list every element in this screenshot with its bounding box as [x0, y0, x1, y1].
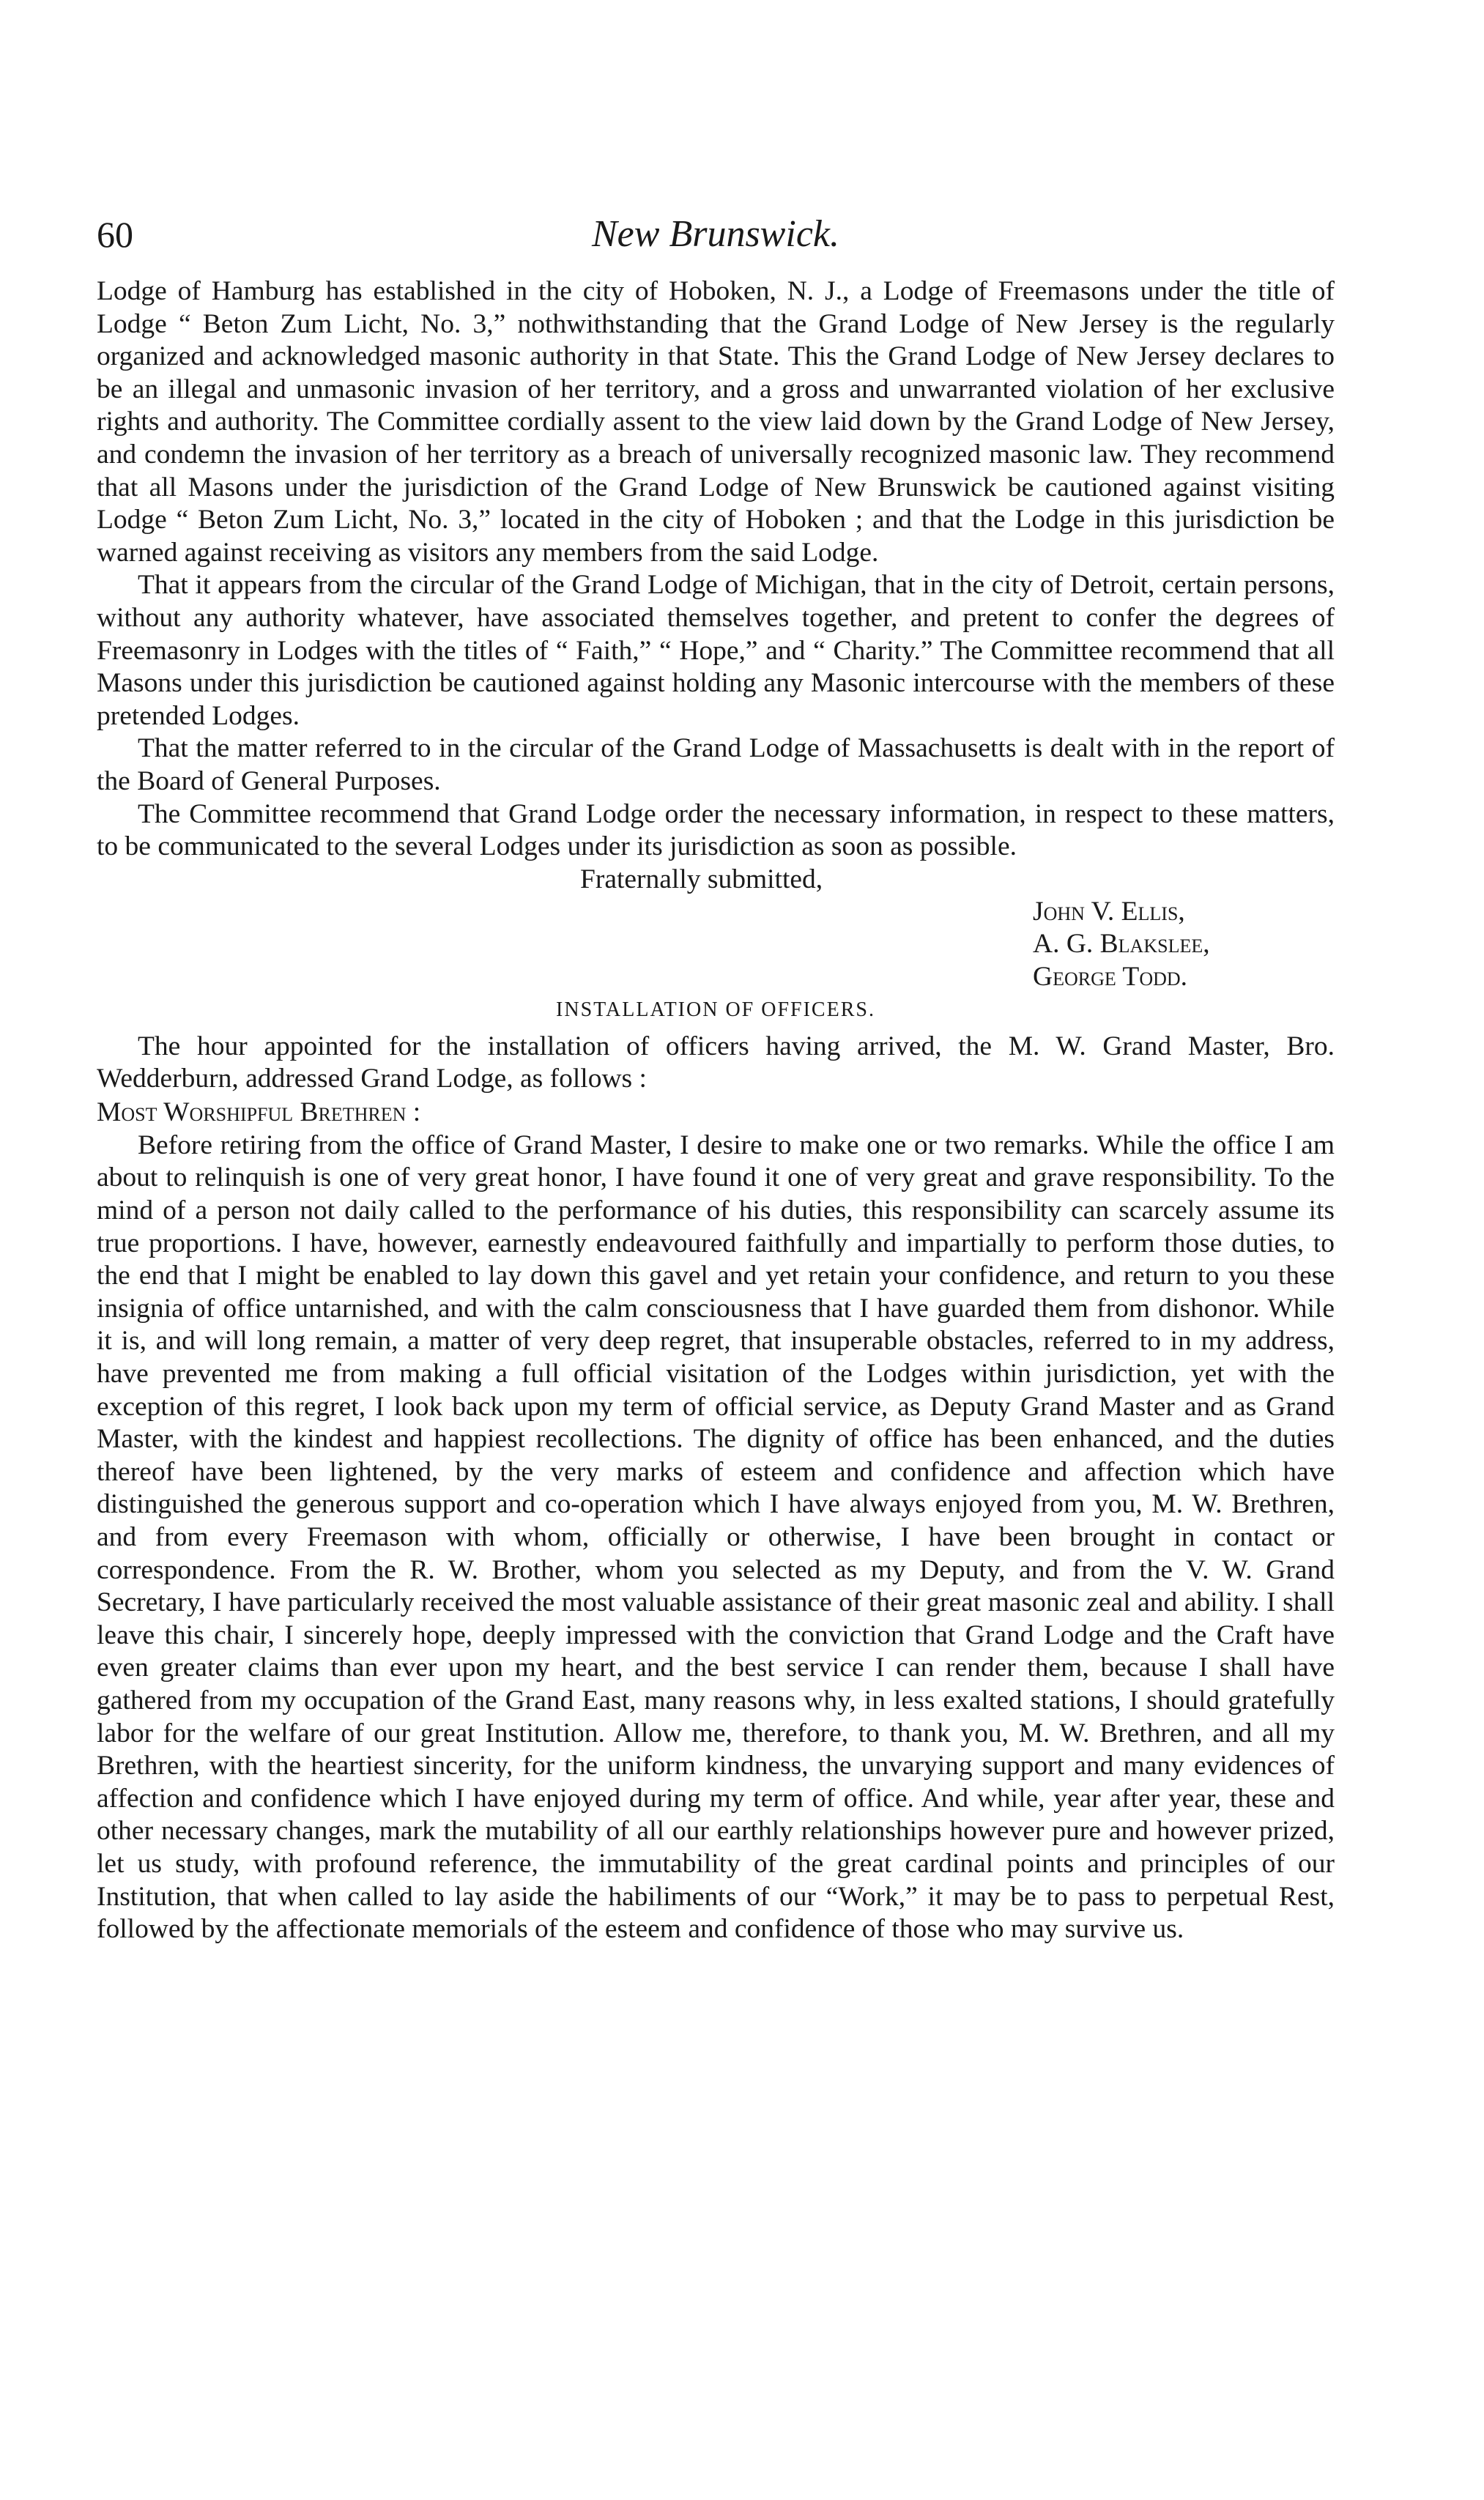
signer-name: John V. Ellis,	[1033, 896, 1185, 927]
signature-block	[97, 864, 1335, 995]
signers-list	[1033, 896, 1210, 994]
book-page	[97, 212, 1335, 1946]
signer-name: A. G. Blakslee,	[1033, 929, 1210, 960]
salutation: Most Worshipful Brethren :	[97, 1097, 421, 1127]
signer-name: George Todd.	[1033, 961, 1188, 992]
paragraph-hoboken-lodge: Lodge of Hamburg has established in the city of Hoboken, N. J., a Lodge of Freemasons under the title of Lodge “ Beton Zum Licht, No. 3,” nothwithstanding that the Grand Lodge of New Jersey is the regularly organized and acknowledged masonic authority in that State. This the Grand Lodge of New Jersey declares to be an illegal and unmasonic invasion of her territory, and a gross and unwarranted violation of her exclusive rights and authority. The Committee cordially assent to the view laid down by the Grand Lodge of New Jersey, and condemn the invasion of her territory as a breach of universally recognized masonic law. They recommend that all Masons under the jurisdiction of the Grand Lodge of New Brunswick be cautioned against visiting Lodge “ Beton Zum Licht, No. 3,” located in the city of Hoboken ; and that the Lodge in this jurisdiction be warned against receiving as visitors any members from the said Lodge.	[97, 276, 1335, 568]
page-number: 60	[97, 214, 133, 255]
section-heading: INSTALLATION OF OFFICERS.	[556, 998, 875, 1021]
paragraph-detroit-lodges: That it appears from the circular of the Grand Lodge of Michigan, that in the city of Detroit, certain persons, without any authority whatever, have associated themselves together, and pretent to confer the degrees of Freemasonry in Lodges with the titles of “ Faith,” “ Hope,” and “ Charity.” The Committee recommend that all Masons under this jurisdiction be cautioned against holding any Masonic intercourse with the members of these pretended Lodges.	[97, 570, 1335, 731]
paragraph-recommendation: The Committee recommend that Grand Lodge order the necessary information, in respect to these matters, to be communicated to the several Lodges under its jurisdiction as soon as possible.	[97, 798, 1335, 862]
running-title: New Brunswick.	[592, 213, 839, 255]
page-header	[97, 212, 1335, 268]
paragraph-installation-intro: The hour appointed for the installation of officers having arrived, the M. W. Grand Master, Bro. Wedderburn, addressed Grand Lodge, as follows :	[97, 1031, 1335, 1094]
paragraph-massachusetts: That the matter referred to in the circular of the Grand Lodge of Massachusetts is dealt with in the report of the Board of General Purposes.	[97, 733, 1335, 796]
signature-label: Fraternally submitted,	[580, 864, 823, 894]
paragraph-grand-master-address: Before retiring from the office of Grand Master, I desire to make one or two remarks. While the office I am about to relinquish is one of very great honor, I have found it one of very great and grave responsibility. To the mind of a person not daily called to the performance of his duties, this responsibility can scarcely assume its true proportions. I have, however, earnestly endeavoured faithfully and impartially to perform those duties, to the end that I might be enabled to lay down this gavel and yet retain your confidence, and return to you these insignia of office untarnished, and with the calm consciousness that I have guarded them from dishonor. While it is, and will long remain, a matter of very deep regret, that insuperable obstacles, referred to in my address, have prevented me from making a full official visitation of the Lodges within jurisdiction, yet with the exception of this regret, I look back upon my term of official service, as Deputy Grand Master and as Grand Master, with the kindest and happiest recollections. The dignity of office has been enhanced, and the duties thereof have been lightened, by the very marks of esteem and confidence and affection which have distinguished the generous support and co-operation which I have always enjoyed from you, M. W. Brethren, and from every Freemason with whom, officially or otherwise, I have been brought in contact or correspondence. From the R. W. Brother, whom you selected as my Deputy, and from the V. W. Grand Secretary, I have particularly received the most valuable assistance of their great masonic zeal and ability. I shall leave this chair, I sincerely hope, deeply impressed with the conviction that Grand Lodge and the Craft have even greater claims than ever upon my heart, and the best service I can render them, because I shall have gathered from my occupation of the Grand East, many reasons why, in less exalted stations, I should gratefully labor for the welfare of our great Institution. Allow me, therefore, to thank you, M. W. Brethren, and all my Brethren, with the heartiest sincerity, for the uniform kindness, the unvarying support and many evidences of affection and confidence which I have enjoyed during my term of office. And while, year after year, these and other necessary changes, mark the mutability of all our earthly relationships however pure and however prized, let us study, with profound reference, the immutability of the great cardinal points and principles of our Institution, that when called to lay aside the habiliments of our “Work,” it may be to pass to perpetual Rest, followed by the affectionate memorials of the esteem and confidence of those who may survive us.	[97, 1130, 1335, 1945]
